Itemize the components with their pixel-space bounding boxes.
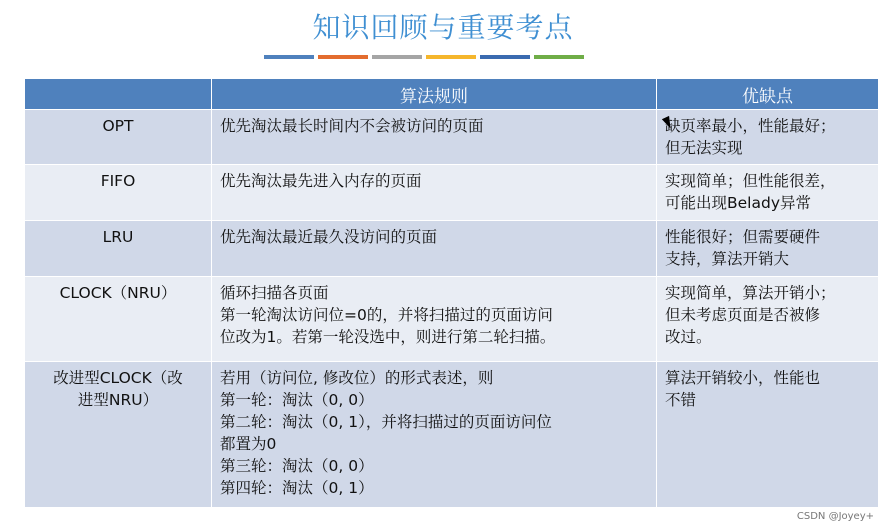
rule-line: 第一轮淘汰访问位=0的，并将扫描过的页面访问 <box>220 306 553 324</box>
watermark: CSDN @Joyey+ <box>796 511 874 522</box>
divider-segment-yellow <box>426 55 476 59</box>
rule-line: 第三轮：淘汰（0, 0） <box>220 457 374 475</box>
rule-line: 优先淘汰最近最久没访问的页面 <box>220 228 438 246</box>
pros-cons-line: 性能很好；但需要硬件 <box>665 228 821 246</box>
pros-cons-line: 实现简单；但性能很差， <box>665 172 836 190</box>
table-row-fifo <box>25 165 879 221</box>
algorithm-name: FIFO <box>25 165 212 221</box>
table-row-clock <box>25 277 879 362</box>
header-rule: 算法规则 <box>212 79 657 110</box>
algorithm-comparison-table <box>24 78 879 508</box>
pros-cons-line: 算法开销较小，性能也 <box>665 369 821 387</box>
algorithm-pros-cons <box>657 362 879 508</box>
algorithm-pros-cons <box>657 110 879 165</box>
divider-segment-gray <box>372 55 422 59</box>
rule-line: 循环扫描各页面 <box>220 284 329 302</box>
pros-cons-line: 但无法实现 <box>665 139 743 157</box>
algorithm-pros-cons <box>657 277 879 362</box>
pros-cons-line: 缺页率最小，性能最好； <box>665 117 836 135</box>
pros-cons-line: 可能出现Belady异常 <box>665 194 811 212</box>
algorithm-rule <box>212 110 657 165</box>
algorithm-pros-cons <box>657 165 879 221</box>
rule-line: 优先淘汰最先进入内存的页面 <box>220 172 422 190</box>
table-row-opt <box>25 110 879 165</box>
color-divider <box>264 55 584 59</box>
rule-line: 位改为1。若第一轮没选中，则进行第二轮扫描。 <box>220 328 556 346</box>
rule-line: 第一轮：淘汰（0, 0） <box>220 391 374 409</box>
algorithm-rule <box>212 221 657 277</box>
pros-cons-line: 实现简单，算法开销小； <box>665 284 836 302</box>
pros-cons-line: 不错 <box>665 391 697 409</box>
pros-cons-line: 支持，算法开销大 <box>665 250 790 268</box>
rule-line: 优先淘汰最长时间内不会被访问的页面 <box>220 117 484 135</box>
table-header-row <box>25 79 879 110</box>
algorithm-rule <box>212 277 657 362</box>
header-algorithm <box>25 79 212 110</box>
divider-segment-blue <box>264 55 314 59</box>
divider-segment-orange <box>318 55 368 59</box>
rule-line: 都置为0 <box>220 435 277 453</box>
rule-line: 若用（访问位, 修改位）的形式表述，则 <box>220 369 494 387</box>
algorithm-name: LRU <box>25 221 212 277</box>
divider-segment-navy <box>480 55 530 59</box>
algorithm-pros-cons <box>657 221 879 277</box>
algorithm-name: CLOCK（NRU） <box>25 277 212 362</box>
page-title: 知识回顾与重要考点 <box>312 11 574 44</box>
table-row-improved-clock <box>25 362 879 508</box>
algorithm-name-line: 进型NRU） <box>77 391 159 409</box>
pros-cons-line: 改过。 <box>665 328 712 346</box>
table-row-lru <box>25 221 879 277</box>
rule-line: 第二轮：淘汰（0, 1），并将扫描过的页面访问位 <box>220 413 552 431</box>
algorithm-name-line: 改进型CLOCK（改 <box>53 369 183 387</box>
algorithm-name <box>25 362 212 508</box>
algorithm-name: OPT <box>25 110 212 165</box>
header-pros-cons: 优缺点 <box>657 79 879 110</box>
pros-cons-line: 但未考虑页面是否被修 <box>665 306 821 324</box>
divider-segment-green <box>534 55 584 59</box>
algorithm-rule <box>212 362 657 508</box>
algorithm-rule <box>212 165 657 221</box>
rule-line: 第四轮：淘汰（0, 1） <box>220 479 374 497</box>
